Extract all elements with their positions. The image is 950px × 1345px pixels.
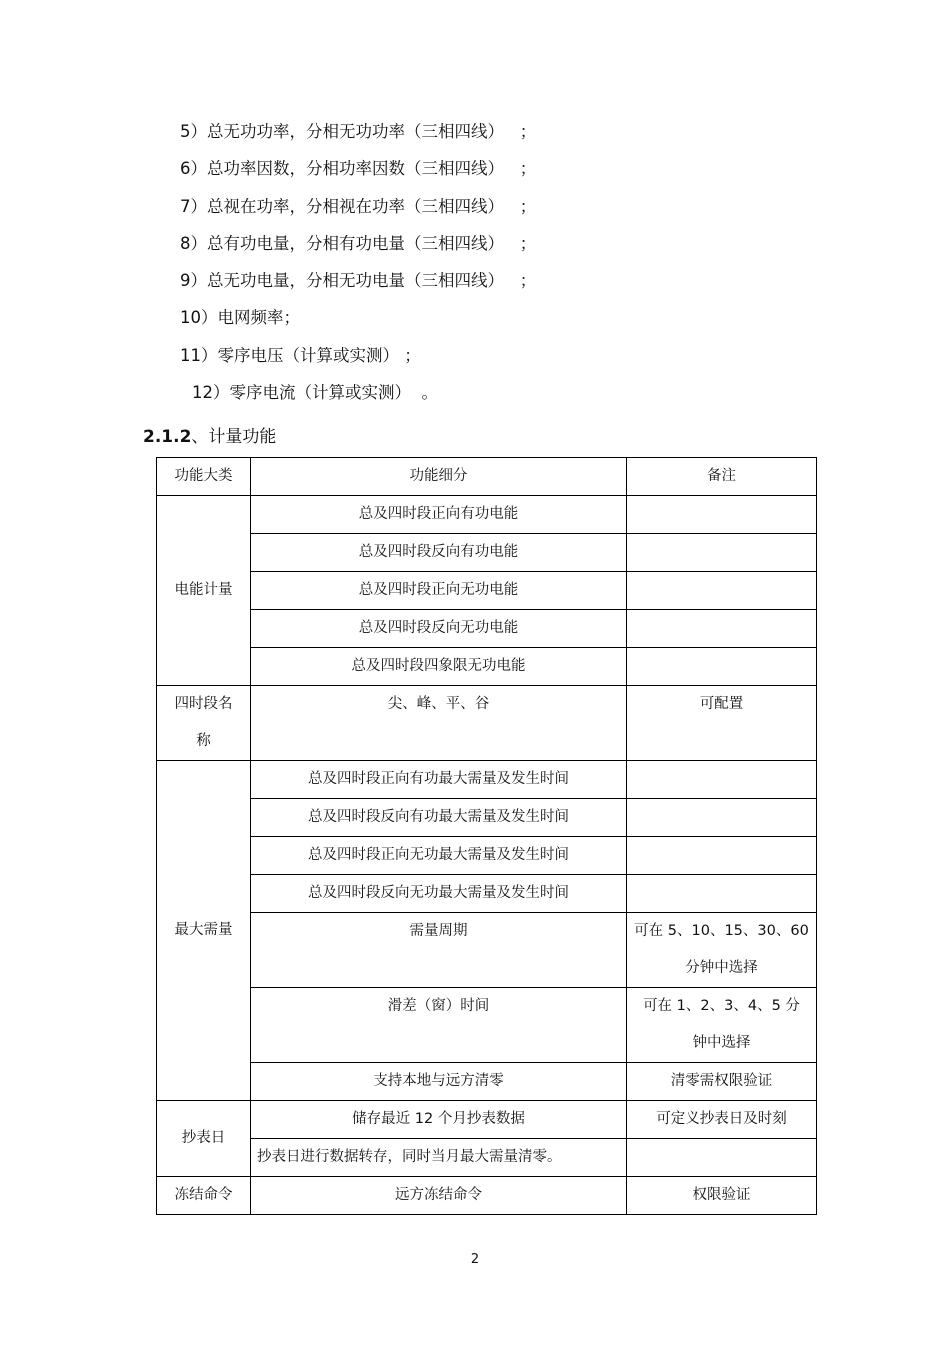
table-row [157,534,817,572]
category-periods-line1: 四时段名 [174,696,233,712]
detail-cell: 储存最近 12 个月抄表数据 [251,1101,627,1139]
detail-cell: 总及四时段四象限无功电能 [251,648,627,686]
note-cell [627,875,817,913]
detail-cell: 总及四时段反向无功电能 [251,610,627,648]
note-cell [627,534,817,572]
detail-cell: 尖、峰、平、谷 [251,686,627,761]
detail-cell: 滑差（窗）时间 [251,988,627,1063]
table-row [157,648,817,686]
list-item: 6）总功率因数，分相功率因数（三相四线） ； [180,159,537,178]
table-row [157,496,817,534]
note-cell [627,572,817,610]
metering-function-table [156,457,817,1215]
detail-cell: 总及四时段反向无功最大需量及发生时间 [251,875,627,913]
note-cell [627,1139,817,1177]
table-header-row [157,458,817,496]
note-cell [627,496,817,534]
section-number: 2.1.2 [143,427,192,447]
table-row [157,761,817,799]
section-heading [143,422,276,447]
note-cell [627,988,817,1063]
category-reading: 抄表日 [157,1101,251,1177]
category-periods [157,686,251,761]
note-cell [627,648,817,686]
note-cell [627,799,817,837]
category-demand: 最大需量 [157,761,251,1101]
detail-cell: 总及四时段反向有功最大需量及发生时间 [251,799,627,837]
table-row [157,686,817,761]
table-row [157,875,817,913]
header-detail: 功能细分 [251,458,627,496]
header-note: 备注 [627,458,817,496]
detail-cell: 需量周期 [251,913,627,988]
category-periods-line2: 称 [196,733,211,749]
list-item: 10）电网频率； [180,308,300,327]
note-cell: 可定义抄表日及时刻 [627,1101,817,1139]
note-line: 可在 5、10、15、30、60 [634,923,809,939]
table-row [157,1139,817,1177]
table-row [157,799,817,837]
note-cell [627,837,817,875]
note-cell [627,913,817,988]
table-row [157,913,817,988]
detail-cell: 总及四时段正向有功电能 [251,496,627,534]
section-title: 、计量功能 [191,427,277,447]
note-cell: 权限验证 [627,1177,817,1215]
table-row [157,1177,817,1215]
table-row [157,837,817,875]
detail-cell: 总及四时段正向无功电能 [251,572,627,610]
list-item: 5）总无功功率，分相无功功率（三相四线） ； [180,122,537,141]
detail-cell: 远方冻结命令 [251,1177,627,1215]
detail-cell: 抄表日进行数据转存，同时当月最大需量清零。 [251,1139,627,1177]
detail-cell: 总及四时段反向有功电能 [251,534,627,572]
list-item: 8）总有功电量，分相有功电量（三相四线） ； [180,234,537,253]
list-item: 11）零序电压（计算或实测） ； [180,346,421,365]
table-row [157,988,817,1063]
note-cell [627,761,817,799]
table-row [157,1063,817,1101]
category-freeze: 冻结命令 [157,1177,251,1215]
table-row [157,1101,817,1139]
detail-cell: 支持本地与远方清零 [251,1063,627,1101]
category-energy: 电能计量 [157,496,251,686]
note-line: 钟中选择 [692,1035,751,1051]
table-row [157,572,817,610]
detail-cell: 总及四时段正向无功最大需量及发生时间 [251,837,627,875]
note-cell: 可配置 [627,686,817,761]
list-item: 7）总视在功率，分相视在功率（三相四线） ； [180,197,537,216]
header-category: 功能大类 [157,458,251,496]
list-item: 12）零序电流（计算或实测） 。 [192,383,438,402]
table-row [157,610,817,648]
page-number: 2 [470,1252,480,1267]
detail-cell: 总及四时段正向有功最大需量及发生时间 [251,761,627,799]
note-line: 分钟中选择 [685,960,758,976]
note-cell [627,610,817,648]
note-cell: 清零需权限验证 [627,1063,817,1101]
note-line: 可在 1、2、3、4、5 分 [643,998,800,1014]
list-item: 9）总无功电量，分相无功电量（三相四线） ； [180,271,537,290]
